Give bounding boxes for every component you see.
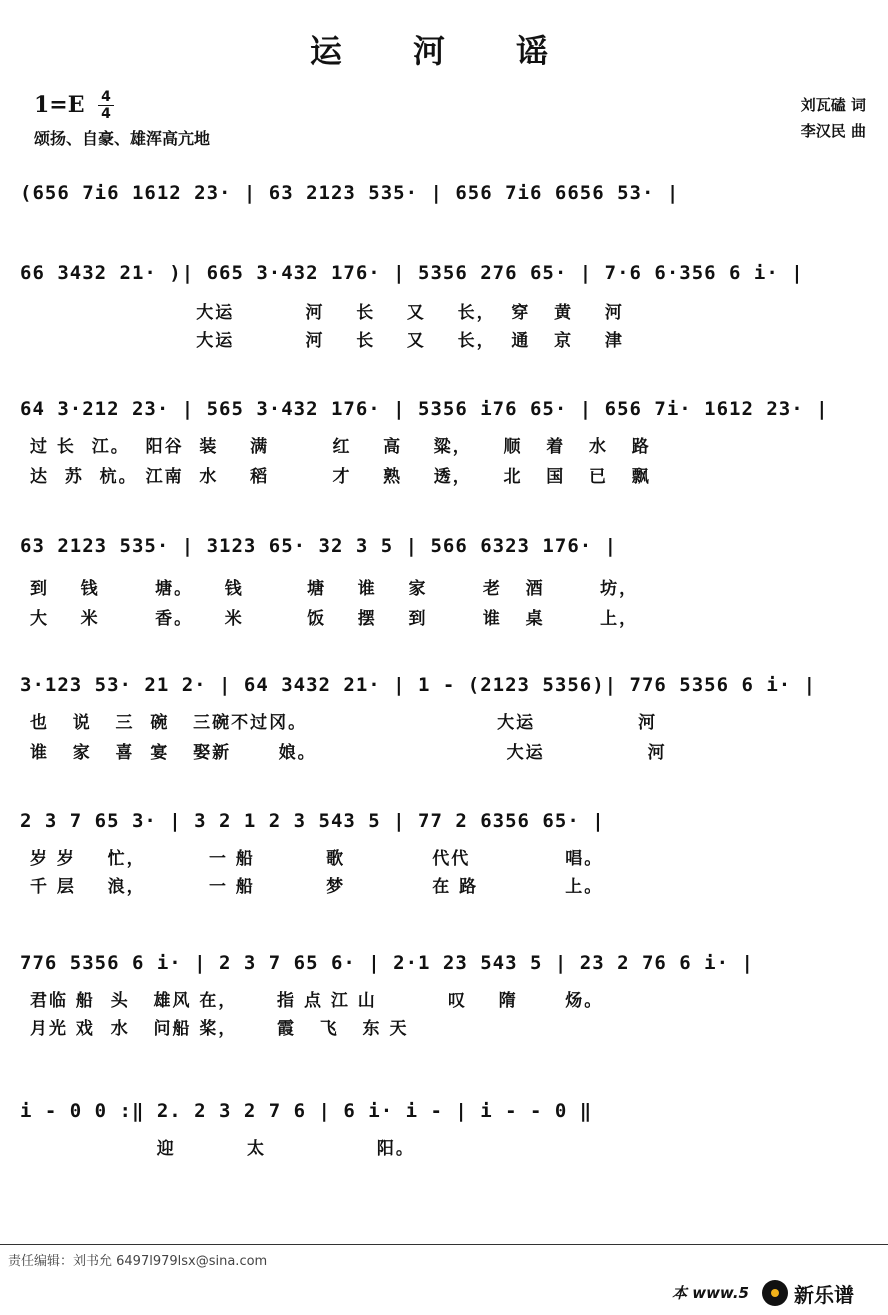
site-watermark: 本 www.5 [672, 1284, 749, 1302]
score-line: 64 3·212 23· | 565 3·432 176· | 5356 i76 65· | 656 7i· 1612 23· | [20, 398, 829, 420]
score-line: i - 0 0 :‖ 2. 2 3 2 7 6 | 6 i· i - | i - - 0 ‖ [20, 1100, 593, 1122]
meter-top: 4 [101, 89, 111, 105]
footer-divider [0, 1244, 888, 1245]
score-line: (656 7i6 1612 23· | 63 2123 535· | 656 7i6 6656 53· | [20, 182, 680, 204]
score-line: 3·123 53· 21 2· | 64 3432 21· | 1 - (2123 5356)| 776 5356 6 i· | [20, 674, 817, 696]
score-line: 66 3432 21· )| 665 3·432 176· | 5356 276 65· | 7·6 6·356 6 i· | [20, 262, 804, 284]
lyric-line: 达 苏 杭。 江南 水 稻 才 熟 透， 北 国 已 飘 [30, 467, 651, 487]
score-line: 63 2123 535· | 3123 65· 32 3 5 | 566 6323 176· | [20, 535, 618, 557]
lyric-line: 岁 岁 忙， 一 船 歌 代代 唱。 [30, 849, 604, 869]
lyric-line: 过 长 江。 阳谷 装 满 红 高 粱， 顺 着 水 路 [30, 437, 651, 457]
time-signature [98, 90, 114, 121]
lyric-line: 千 层 浪， 一 船 梦 在 路 上。 [30, 877, 604, 897]
lyric-line: 月光 戏 水 问船 桨， 霞 飞 东 天 [30, 1019, 409, 1039]
lyric-line: 大 米 香。 米 饭 摆 到 谁 桌 上， [30, 609, 639, 629]
lyric-line: 迎 太 阳。 [30, 1139, 415, 1159]
lyric-line: 大运 河 长 又 长， 通 京 津 [30, 331, 624, 351]
key-signature: 1=E [34, 92, 85, 118]
lyric-line: 也 说 三 碗 三碗不过冈。 大运 河 [30, 713, 658, 733]
lyric-line: 谁 家 喜 宴 娶新 娘。 大运 河 [30, 743, 667, 763]
composer-credit: 李汉民 曲 [800, 122, 866, 140]
score-line: 2 3 7 65 3· | 3 2 1 2 3 543 5 | 77 2 6356 65· | [20, 810, 605, 832]
lyric-line: 大运 河 长 又 长， 穿 黄 河 [30, 303, 624, 323]
editor-credit: 责任编辑：刘书允 6497l979lsx@sina.com [8, 1254, 268, 1269]
meter-bottom: 4 [101, 106, 111, 122]
lyric-line: 君临 船 头 雄风 在， 指 点 江 山 叹 隋 炀。 [30, 991, 604, 1011]
score-line: 776 5356 6 i· | 2 3 7 65 6· | 2·1 23 543 5 | 23 2 76 6 i· | [20, 952, 754, 974]
brand-logo [762, 1278, 882, 1308]
page-title: 运 河 谣 [309, 32, 579, 70]
lyricist-credit: 刘瓦磕 词 [800, 96, 866, 114]
brand-name: 新乐谱 [794, 1282, 854, 1307]
expression-marking: 颂扬、自豪、雄浑高亢地 [34, 129, 211, 148]
record-disc-icon [762, 1280, 788, 1306]
lyric-line: 到 钱 塘。 钱 塘 谁 家 老 酒 坊， [30, 579, 639, 599]
